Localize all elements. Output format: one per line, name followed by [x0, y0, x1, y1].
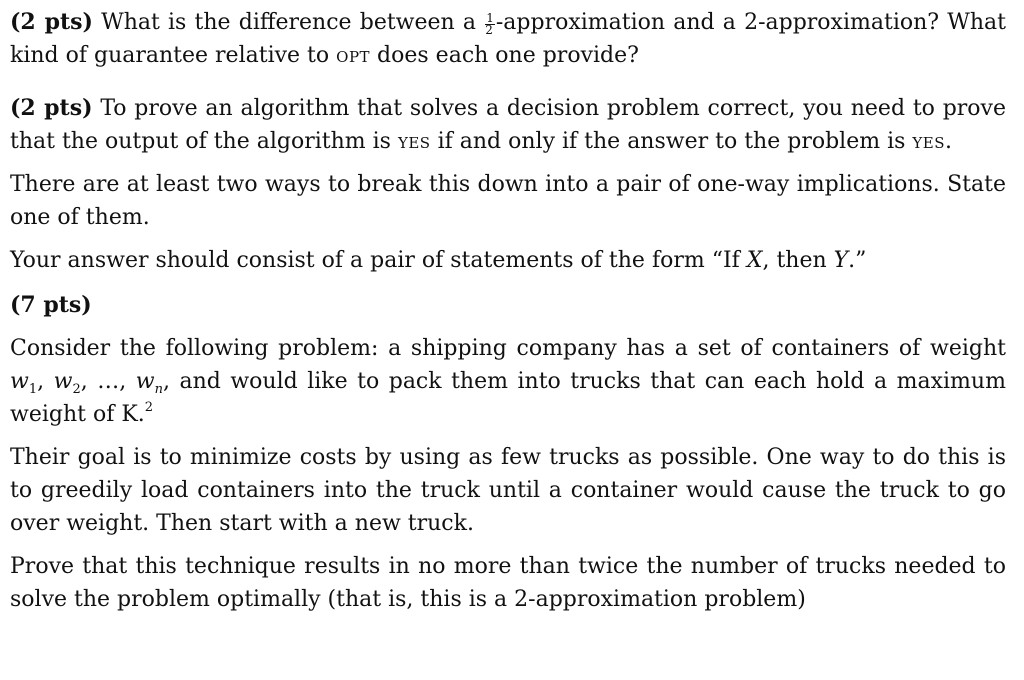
subscript-1: 1: [28, 382, 38, 397]
one-half-fraction: [485, 13, 495, 36]
comma-2: ,: [80, 369, 98, 394]
fraction-denominator: 2: [485, 23, 493, 37]
q1-text-b: -approximation and a 2-approximation? What kind of guarantee relative to: [10, 10, 1006, 68]
q3-paragraph-1: [10, 332, 1006, 431]
fraction-numerator: 1: [486, 11, 494, 25]
q3-paragraph-2: Their goal is to minimize costs by using as few trucks as possible. One way to do this is to greedily load containers into the truck until a container would cause the truck to go over weight. Then start with a new truck.: [10, 445, 1006, 536]
q1-points: (2 pts): [10, 9, 93, 35]
q2-text-b: if and only if the answer to the problem is: [437, 129, 906, 154]
weight-var-n: w: [135, 369, 155, 394]
weight-var-1: w: [10, 369, 29, 394]
q2-para3-a: Your answer should consist of a pair of statements of the form “If: [10, 248, 740, 273]
footnote-marker: 2: [144, 400, 154, 415]
q2-yes-1: yes: [397, 129, 431, 154]
q1-text-c: does each one provide?: [377, 43, 639, 68]
ellipsis: …,: [97, 369, 136, 394]
q2-paragraph-2: There are at least two ways to break this down into a pair of one-way implications. State one of them.: [10, 172, 1006, 230]
weight-var-2: w: [53, 369, 73, 394]
q1-opt: opt: [336, 43, 371, 68]
q3-para1-b: , and would like to pack them into trucks that can each hold a maximum weight of K.: [10, 369, 1006, 427]
q2-text-c: .: [945, 129, 953, 154]
subscript-n: n: [154, 382, 163, 397]
document-page: [10, 6, 1006, 616]
q2-yes-2: yes: [912, 129, 946, 154]
variable-y: Y: [833, 248, 849, 273]
q2-points: (2 pts): [10, 95, 93, 121]
q3-points: (7 pts): [10, 292, 92, 318]
question-1: [10, 6, 1006, 72]
variable-x: X: [746, 248, 763, 273]
question-2: [10, 92, 1006, 158]
comma-1: ,: [37, 369, 54, 394]
q2-para3-b: , then: [762, 248, 827, 273]
subscript-2: 2: [72, 382, 81, 397]
q3-paragraph-3: Prove that this technique results in no more than twice the number of trucks needed to solve the problem optimally (that is, this is a 2-approximation problem): [10, 554, 1006, 612]
q3-para1-a: Consider the following problem: a shipping company has a set of containers of weight: [10, 336, 1006, 361]
q2-para3-c: .”: [848, 248, 867, 273]
q1-text-a: What is the difference between a: [101, 10, 477, 35]
q2-paragraph-3: [10, 244, 1006, 277]
question-3-heading: [10, 289, 1006, 322]
q2-text-a: To prove an algorithm that solves a decision problem correct, you need to prove that the output of the algorithm is: [10, 96, 1006, 154]
